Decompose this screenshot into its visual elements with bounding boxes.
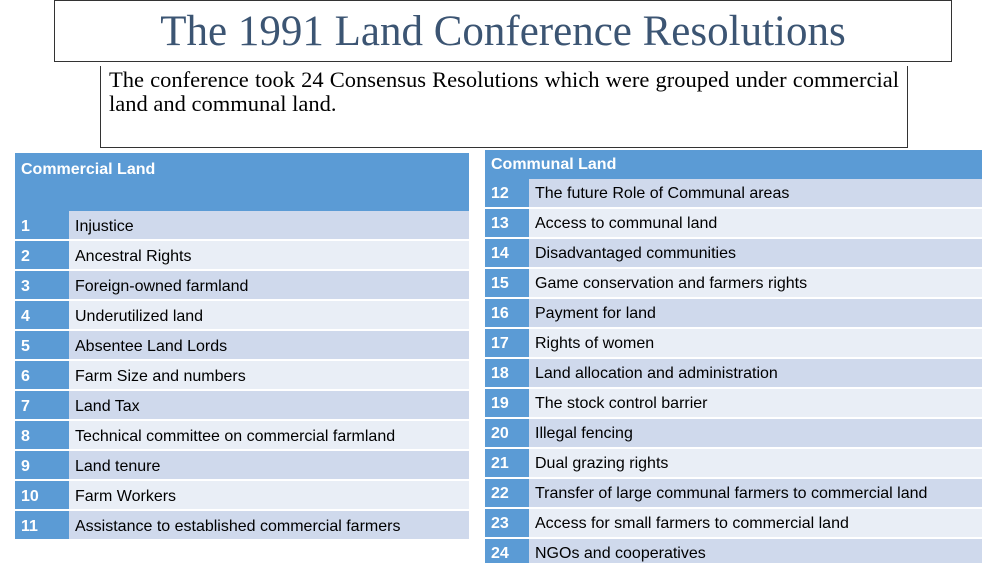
resolution-title: Access to communal land [529, 209, 982, 239]
table-row [485, 359, 982, 389]
intro-text: The conference took 24 Consensus Resolutions which were grouped under commercial land and communal land. [109, 67, 899, 116]
resolution-number: 20 [485, 419, 529, 449]
resolution-title: Illegal fencing [529, 419, 982, 449]
resolution-title: Assistance to established commercial farmers [69, 511, 469, 541]
resolution-title: Dual grazing rights [529, 449, 982, 479]
communal-land-table [485, 150, 982, 563]
table-row [485, 479, 982, 509]
resolution-title: Underutilized land [69, 301, 469, 331]
slide-title: The 1991 Land Conference Resolutions [160, 8, 846, 55]
resolution-title: Farm Size and numbers [69, 361, 469, 391]
resolution-title: Land Tax [69, 391, 469, 421]
table-row [485, 179, 982, 209]
resolution-title: Payment for land [529, 299, 982, 329]
table-row [485, 509, 982, 539]
resolution-title: Foreign-owned farmland [69, 271, 469, 301]
resolution-number: 4 [15, 301, 69, 331]
resolution-number: 14 [485, 239, 529, 269]
resolution-title: The stock control barrier [529, 389, 982, 419]
resolution-title: Ancestral Rights [69, 241, 469, 271]
resolution-number: 24 [485, 539, 529, 563]
table-row [15, 511, 469, 541]
table-row [485, 449, 982, 479]
table-row [485, 539, 982, 563]
resolution-title: Disadvantaged communities [529, 239, 982, 269]
resolution-number: 2 [15, 241, 69, 271]
resolution-number: 23 [485, 509, 529, 539]
table-row [15, 391, 469, 421]
resolution-number: 7 [15, 391, 69, 421]
resolution-number: 22 [485, 479, 529, 509]
resolution-title: The future Role of Communal areas [529, 179, 982, 209]
table-row [15, 331, 469, 361]
resolution-title: Access for small farmers to commercial land [529, 509, 982, 539]
resolution-title: Farm Workers [69, 481, 469, 511]
commercial-land-heading: Commercial Land [15, 153, 469, 211]
table-row [485, 389, 982, 419]
table-row [15, 301, 469, 331]
resolution-title: Injustice [69, 211, 469, 241]
resolution-number: 9 [15, 451, 69, 481]
resolution-number: 17 [485, 329, 529, 359]
resolution-number: 19 [485, 389, 529, 419]
resolution-number: 6 [15, 361, 69, 391]
table-row [485, 239, 982, 269]
commercial-land-rows [15, 211, 469, 541]
table-row [15, 271, 469, 301]
table-row [485, 329, 982, 359]
table-row [15, 241, 469, 271]
resolution-number: 12 [485, 179, 529, 209]
intro-box [100, 66, 908, 148]
resolution-number: 15 [485, 269, 529, 299]
table-row [15, 211, 469, 241]
resolution-number: 10 [15, 481, 69, 511]
table-row [15, 361, 469, 391]
resolution-title: Land tenure [69, 451, 469, 481]
resolution-title: Transfer of large communal farmers to commercial land [529, 479, 982, 509]
table-row [485, 299, 982, 329]
title-box [54, 0, 952, 62]
table-row [485, 209, 982, 239]
table-row [15, 481, 469, 511]
resolution-number: 3 [15, 271, 69, 301]
resolution-number: 5 [15, 331, 69, 361]
resolution-number: 13 [485, 209, 529, 239]
table-row [485, 269, 982, 299]
resolution-number: 11 [15, 511, 69, 541]
table-row [485, 419, 982, 449]
table-row [15, 451, 469, 481]
resolution-title: Absentee Land Lords [69, 331, 469, 361]
resolution-number: 18 [485, 359, 529, 389]
commercial-land-table [15, 153, 469, 541]
resolution-number: 16 [485, 299, 529, 329]
communal-land-heading: Communal Land [485, 150, 982, 179]
communal-land-rows [485, 179, 982, 563]
resolution-number: 8 [15, 421, 69, 451]
resolution-number: 1 [15, 211, 69, 241]
resolution-title: Rights of women [529, 329, 982, 359]
resolution-title: Technical committee on commercial farmland [69, 421, 469, 451]
resolution-number: 21 [485, 449, 529, 479]
resolution-title: Game conservation and farmers rights [529, 269, 982, 299]
resolution-title: Land allocation and administration [529, 359, 982, 389]
resolution-title: NGOs and cooperatives [529, 539, 982, 563]
table-row [15, 421, 469, 451]
